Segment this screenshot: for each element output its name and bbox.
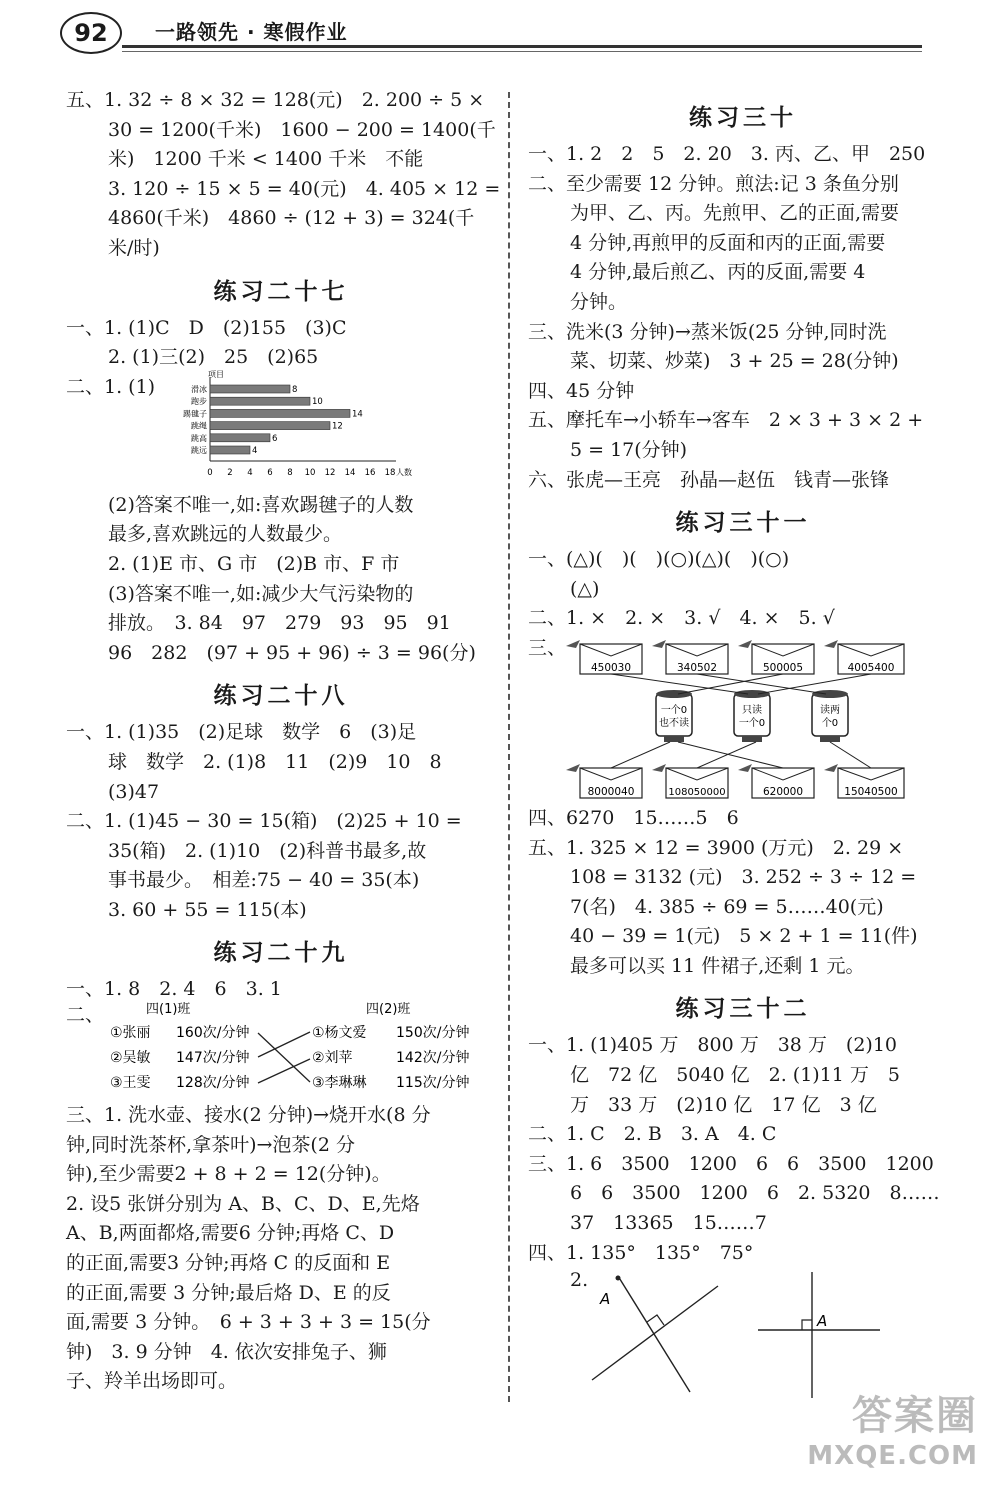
envelope-top-4 [824, 640, 904, 674]
header-rule-thin [122, 51, 922, 52]
mailbox-2 [734, 690, 770, 742]
text-line: 一、1. (1)35 (2)足球 数学 6 (3)足 [66, 721, 417, 744]
book-title: 一路领先 · 寒假作业 [155, 20, 348, 44]
text-line: 4 分钟,最后煎乙、丙的反面,需要 4 [570, 261, 866, 284]
text-line: 三、 [528, 636, 567, 659]
watermark-url: MXQE.COM [807, 1441, 978, 1471]
envelope-number: 620000 [762, 785, 804, 798]
bird-icon [824, 640, 838, 648]
bar [210, 409, 350, 417]
left-name: ①张丽 [110, 1025, 151, 1042]
text-line: A、B,两面都烙,需要6 分钟;再烙 C、D [66, 1222, 395, 1245]
mailbox-1 [656, 690, 692, 742]
bird-icon [824, 764, 838, 772]
text-line: 一、1. 2 2 5 2. 20 3. 丙、乙、甲 250 [528, 143, 926, 165]
envelope-number: 450030 [590, 661, 632, 674]
x-tick-label: 16 [364, 467, 376, 478]
text-line: 30 = 1200(千米) 1600 − 200 = 1400(千 [108, 118, 496, 141]
right-name: ②刘苹 [312, 1050, 353, 1067]
line-segment [592, 1286, 718, 1380]
text-line: 一、(△)( )( )(○)(△)( )(○) [528, 548, 790, 571]
bar-chart-block [66, 369, 496, 491]
category-label: 跳高 [191, 433, 207, 443]
perpendicular-figure-block [528, 1268, 958, 1398]
right-rate: 115次/分钟 [396, 1075, 470, 1092]
section-title-31: 练习三十一 [675, 510, 811, 537]
text-line: 四、1. 135° 135° 75° [528, 1241, 754, 1264]
text-line: 二、1. (1)45 − 30 = 15(箱) (2)25 + 10 = [66, 810, 462, 833]
point-a [616, 1276, 621, 1281]
text-line: 40 − 39 = 1(元) 5 × 2 + 1 = 11(件) [570, 925, 918, 948]
match-line [758, 674, 871, 694]
right-rate: 142次/分钟 [396, 1050, 470, 1067]
left-rate: 160次/分钟 [176, 1025, 250, 1042]
text-line: 六、张虎—王亮 孙晶—赵伍 钱青—张锋 [528, 468, 890, 491]
text-line: 2. (1)E 市、G 市 (2)B 市、F 市 [108, 552, 400, 575]
category-label: 跑步 [191, 396, 207, 406]
bar [210, 421, 330, 429]
section-title-28: 练习二十八 [213, 683, 349, 710]
right-rate: 150次/分钟 [396, 1025, 470, 1042]
perpendicular-figure [568, 1268, 968, 1398]
text-line: 面,需要 3 分钟。 6 + 3 + 3 + 3 = 15(分 [66, 1311, 431, 1334]
text-line: 二、 [66, 1004, 105, 1027]
x-tick-label: 0 [207, 467, 213, 478]
mailbox-label: 只读 [742, 704, 762, 716]
class1-label: 四(1)班 [146, 1002, 191, 1018]
data-label: 12 [332, 421, 343, 432]
data-label: 6 [272, 433, 278, 444]
mailbox-label: 一个0 [738, 717, 766, 729]
mailbox-label: 也不读 [659, 717, 689, 729]
text-line: 37 13365 15……7 [570, 1212, 767, 1235]
envelope-bottom-4 [824, 764, 904, 798]
point-label: A [600, 1290, 611, 1309]
class2-label: 四(2)班 [366, 1002, 411, 1018]
x-axis-label: 人数 [396, 467, 412, 477]
y-axis-label: 项目 [208, 369, 224, 379]
bird-icon [738, 764, 752, 772]
text-line: 三、1. 6 3500 1200 6 6 3500 1200 [528, 1152, 934, 1175]
envelope-figure [558, 636, 958, 806]
text-line: 3. 120 ÷ 15 × 5 = 40(元) 4. 405 × 12 = [108, 177, 501, 200]
bird-icon [652, 764, 666, 772]
envelope-number: 15040500 [844, 785, 898, 798]
left-name: ②吴敏 [110, 1050, 151, 1067]
point-label: A [817, 1312, 828, 1331]
text-line: 子、羚羊出场即可。 [66, 1370, 238, 1393]
bar-chart [176, 369, 416, 487]
x-tick-label: 14 [344, 467, 356, 478]
x-tick-label: 12 [324, 467, 336, 478]
envelope-bottom-2 [652, 764, 728, 798]
left-rate: 147次/分钟 [176, 1050, 250, 1067]
envelope-top-1 [566, 640, 642, 674]
text-line: 二、1. (1) [66, 375, 156, 398]
text-line: 二、1. C 2. B 3. A 4. C [528, 1123, 777, 1146]
text-line: (3)答案不唯一,如:减少大气污染物的 [108, 582, 414, 605]
page-number: 92 [60, 12, 122, 54]
right-angle-mark [647, 1315, 664, 1325]
text-line: 钟) 3. 9 分钟 4. 依次安排兔子、狮 [66, 1340, 387, 1363]
envelope-bottom-1 [566, 764, 642, 798]
text-line: 6 6 3500 1200 6 2. 5320 8…… [570, 1182, 940, 1205]
text-line: 分钟。 [570, 290, 628, 313]
mailbox-label: 读两 [820, 704, 840, 716]
text-line: 2. (1)三(2) 25 (2)65 [108, 346, 319, 369]
section-title-32: 练习三十二 [675, 996, 811, 1023]
left-name: ③王雯 [110, 1075, 151, 1092]
match-line [611, 742, 670, 768]
envelope-number: 4005400 [847, 661, 895, 674]
bird-icon [566, 764, 580, 772]
match-line [258, 1032, 310, 1057]
watermark-logo-text: 答案圈 [852, 1393, 978, 1439]
text-line: 108 = 3132 (元) 3. 252 ÷ 3 ÷ 12 = [570, 866, 917, 889]
mailbox-3 [812, 690, 848, 742]
envelope-number: 108050000 [668, 786, 726, 798]
text-line: (2)答案不唯一,如:喜欢踢毽子的人数 [108, 493, 414, 516]
data-label: 14 [352, 409, 363, 420]
text-line: 米) 1200 千米 < 1400 千米 不能 [108, 148, 424, 171]
data-label: 4 [252, 445, 258, 456]
text-line: 二、至少需要 12 分钟。煎法:记 3 条鱼分别 [528, 172, 899, 195]
section-title-30: 练习三十 [689, 105, 797, 131]
text-line: 3. 60 + 55 = 115(本) [108, 898, 307, 921]
text-line: 一、1. (1)405 万 800 万 38 万 (2)10 [528, 1034, 897, 1057]
x-tick-label: 6 [267, 467, 273, 478]
match-line [258, 1033, 310, 1082]
text-line: 一、1. 8 2. 4 6 3. 1 [66, 978, 282, 1001]
right-name: ①杨文爱 [312, 1025, 367, 1042]
envelope-figure-block [528, 634, 958, 804]
text-line: 96 282 (97 + 95 + 96) ÷ 3 = 96(分) [108, 641, 476, 664]
text-line: 为甲、乙、丙。先煎甲、乙的正面,需要 [570, 202, 900, 225]
envelope-number: 500005 [762, 661, 804, 674]
match-line [697, 742, 756, 768]
bar [210, 385, 290, 393]
envelope-top-2 [652, 640, 728, 674]
x-tick-label: 4 [247, 467, 253, 478]
exercise-26-tail [66, 86, 501, 264]
matching-block [66, 1002, 496, 1101]
category-label: 滑冰 [191, 384, 207, 394]
match-line [830, 742, 871, 768]
text-line: 钟),至少需要2 + 8 + 2 = 12(分钟)。 [66, 1163, 391, 1186]
text-line: 三、洗米(3 分钟)→蒸米饭(25 分钟,同时洗 [528, 320, 887, 343]
data-label: 8 [292, 384, 298, 395]
text-line: 菜、切菜、炒菜) 3 + 25 = 28(分钟) [570, 350, 899, 373]
text-line: 五、摩托车→小轿车→客车 2 × 3 + 3 × 2 + [528, 409, 924, 432]
left-rate: 128次/分钟 [176, 1075, 250, 1092]
text-line: (△) [570, 577, 600, 600]
bar [210, 446, 250, 454]
bird-icon [566, 640, 580, 648]
text-line: 最多可以买 11 件裙子,还剩 1 元。 [570, 954, 865, 977]
text-line: (3)47 [108, 780, 160, 803]
x-tick-label: 8 [287, 467, 293, 478]
text-line: 最多,喜欢跳远的人数最少。 [108, 523, 343, 546]
mailbox-label: 个0 [821, 717, 839, 729]
text-line: 钟,同时洗茶杯,拿茶叶)→泡茶(2 分 [66, 1133, 355, 1156]
x-tick-label: 18 [384, 467, 396, 478]
text-line: 二、1. × 2. × 3. √ 4. × 5. √ [528, 607, 835, 630]
column-divider [508, 92, 510, 1402]
text-line: 五、1. 325 × 12 = 3900 (万元) 2. 29 × [528, 836, 904, 859]
text-line: 五、1. 32 ÷ 8 × 32 = 128(元) 2. 200 ÷ 5 × [66, 89, 485, 111]
text-line: 球 数学 2. (1)8 11 (2)9 10 8 [108, 750, 442, 773]
mailbox-label: 一个0 [660, 704, 688, 716]
x-tick-label: 2 [227, 467, 233, 478]
matching-figure [66, 999, 496, 1095]
category-label: 踢毽子 [183, 409, 207, 419]
bar [210, 397, 310, 405]
right-angle-mark [802, 1320, 812, 1330]
text-line: 4 分钟,再煎甲的反面和丙的正面,需要 [570, 231, 886, 254]
right-name: ③李琳琳 [312, 1075, 367, 1092]
text-line: 7(名) 4. 385 ÷ 69 = 5……40(元) [570, 895, 884, 918]
text-line: 排放。 3. 84 97 279 93 95 91 [108, 612, 451, 635]
envelope-number: 340502 [676, 661, 718, 674]
text-line: 的正面,需要3 分钟;再烙 C 的反面和 E [66, 1252, 391, 1275]
text-line: 4860(千米) 4860 ÷ (12 + 3) = 324(千 [108, 207, 475, 230]
section-title-27: 练习二十七 [213, 278, 349, 305]
text-line: 一、1. (1)C D (2)155 (3)C [66, 316, 347, 339]
text-line: 2. 设5 张饼分别为 A、B、C、D、E,先烙 [66, 1192, 420, 1215]
page-header [60, 12, 930, 52]
match-line [678, 742, 783, 768]
text-line: 的正面,需要 3 分钟;最后烙 D、E 的反 [66, 1281, 391, 1304]
envelope-bottom-3 [738, 764, 814, 798]
x-tick-label: 10 [304, 467, 316, 478]
bird-icon [738, 640, 752, 648]
category-label: 跳绳 [191, 421, 207, 431]
header-rule [122, 45, 922, 48]
text-line: 事书最少。 相差:75 − 40 = 35(本) [108, 869, 420, 892]
watermark [807, 1384, 978, 1471]
text-line: 米/时) [108, 236, 160, 259]
envelope-number: 8000040 [587, 785, 635, 798]
text-line: 5 = 17(分钟) [570, 438, 688, 461]
text-line: 2. [570, 1269, 589, 1292]
right-column [528, 98, 958, 1398]
text-line: 三、1. 洗水壶、接水(2 分钟)→烧开水(8 分 [66, 1104, 431, 1127]
data-label: 10 [312, 396, 323, 407]
envelope-top-3 [738, 640, 814, 674]
left-column [66, 86, 501, 1397]
match-line [258, 1059, 310, 1083]
bar [210, 434, 270, 442]
text-line: 四、45 分钟 [528, 379, 635, 402]
text-line: 35(箱) 2. (1)10 (2)科普书最多,故 [108, 839, 427, 862]
category-label: 跳远 [191, 445, 207, 455]
text-line: 万 33 万 (2)10 亿 17 亿 3 亿 [570, 1093, 877, 1116]
bird-icon [652, 640, 666, 648]
text-line: 亿 72 亿 5040 亿 2. (1)11 万 5 [570, 1064, 900, 1087]
section-title-29: 练习二十九 [213, 940, 349, 967]
text-line: 四、6270 15……5 6 [528, 806, 739, 829]
